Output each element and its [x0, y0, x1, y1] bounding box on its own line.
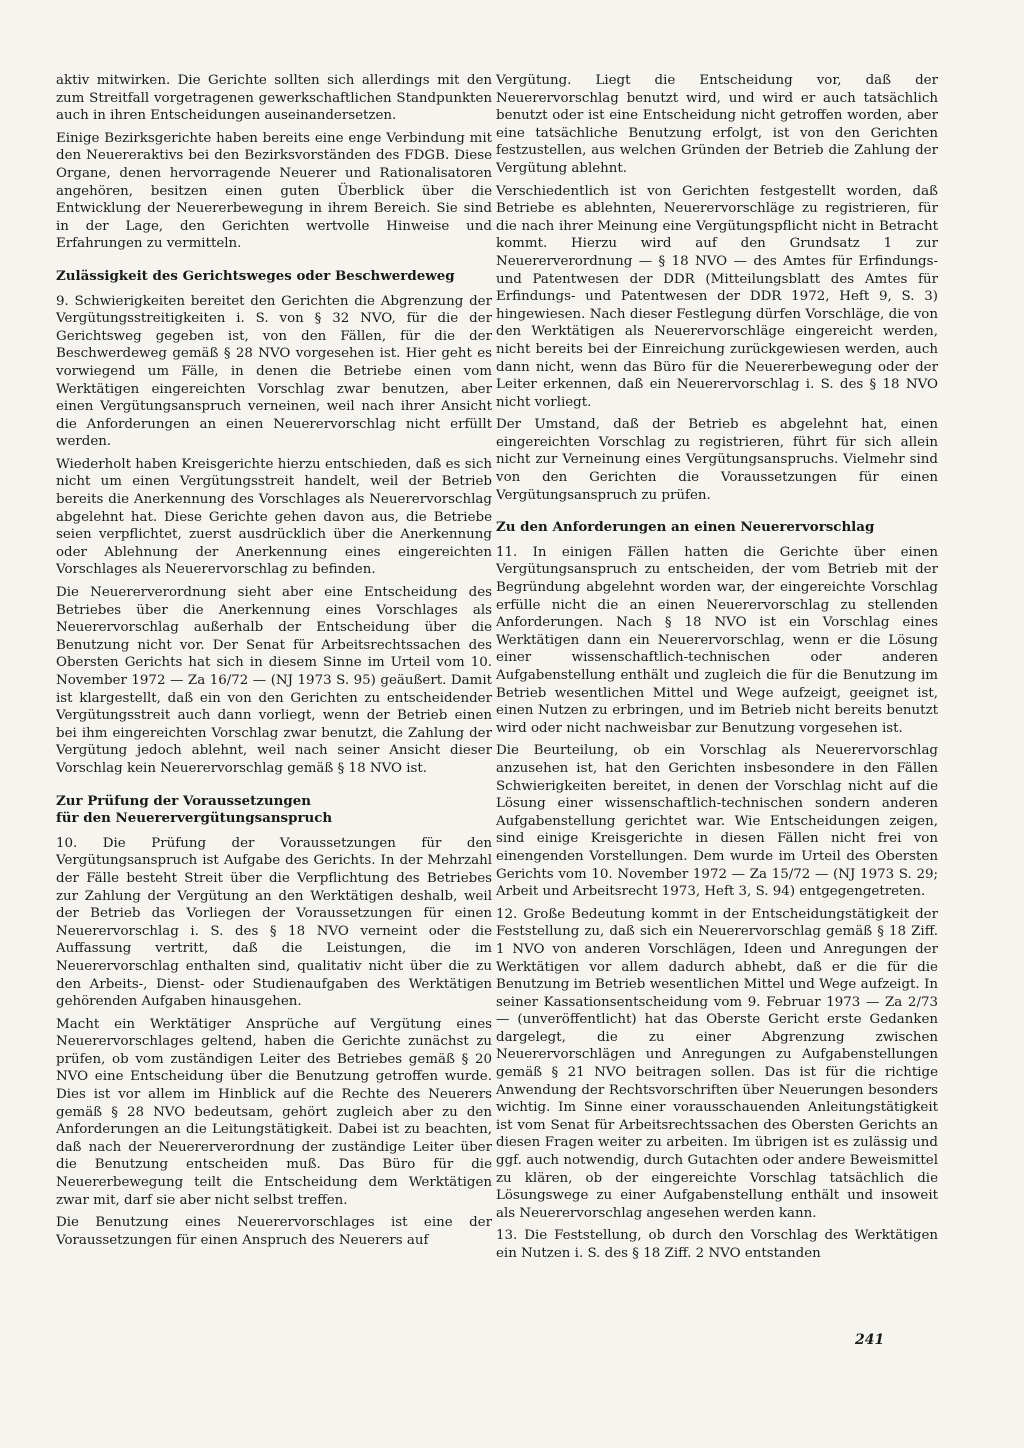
paragraph: Die Beurteilung, ob ein Vorschlag als Neuerervorschlag anzusehen ist, hat den Gerichten insbesondere in den Fällen Schwierigkeiten bereitet, in denen der Vorschlag nicht auf die Lösung einer wissenschaftlich-technischen sondern anderen Aufgabenstellung gerichtet war. Wie Entscheidungen zeigen, sind einige Kreisgerichte in diesen Fällen nicht frei von einengenden Vorstellungen. Dem wurde im Urteil des Obersten Gerichts vom 10. November 1972 — Za 15/72 — (NJ 1973 S. 29; Arbeit und Arbeitsrecht 1973, Heft 3, S. 94) entgegengetreten.: [496, 743, 938, 900]
page-number: 241: [855, 1332, 885, 1348]
paragraph: 9. Schwierigkeiten bereitet den Gerichten die Abgrenzung der Vergütungsstreitigkeiten i. S. von § 32 NVO, für die der Gerichtsweg gegeben ist, von den Fällen, für die der Beschwerdeweg gemäß § 28 NVO vorgesehen ist. Hier geht es vorwiegend um Fälle, in denen die Betriebe einen vom Werktätigen eingereichten Vorschlag zwar benutzen, aber einen Vergütungsanspruch verneinen, weil nach ihrer Ansicht die Anforderungen an einen Neuerervorschlag nicht erfüllt werden.: [56, 293, 492, 450]
section-heading: [56, 793, 492, 828]
right-column: [496, 72, 938, 1268]
left-column: [56, 72, 492, 1254]
paragraph: aktiv mitwirken. Die Gerichte sollten sich allerdings mit den zum Streitfall vorgetragenen gewerkschaftlichen Standpunkten auch in ihren Entscheidungen auseinandersetzen.: [56, 73, 492, 124]
paragraph: 12. Große Bedeutung kommt in der Entscheidungstätigkeit der Feststellung zu, daß sich ein Neuerervorschlag gemäß § 18 Ziff. 1 NVO von anderen Vorschlägen, Ideen und Anregungen der Werktätigen vor allem dadurch abhebt, daß er die für die Benutzung im Betrieb wesentlichen Mittel und Wege aufzeigt. In seiner Kassationsentscheidung vom 9. Februar 1973 — Za 2/73 — (unveröffentlicht) hat das Oberste Gericht erste Gedanken dargelegt, die zu einer Abgrenzung zwischen Neuerervorschlägen und Anregungen zu Aufgabenstellungen gemäß § 21 NVO beitragen sollen. Das ist für die richtige Anwendung der Rechtsvorschriften über Neuerungen besonders wichtig. Im Sinne einer vorausschauenden Anleitungstätigkeit ist vom Senat für Arbeitsrechtssachen des Obersten Gerichts an diesen Fragen weiter zu arbeiten. Im übrigen ist es zulässig und ggf. auch notwendig, durch Gutachten oder andere Beweismittel zu klären, ob der eingereichte Vorschlag tatsächlich die Lösungswege zu einer Aufgabenstellung enthält und insoweit als Neuerervorschlag angesehen werden kann.: [496, 906, 938, 1221]
section-heading-line-1: Zur Prüfung der Voraussetzungen: [56, 792, 311, 809]
section-heading-line-2: für den Neuerervergütungsanspruch: [56, 810, 333, 827]
paragraph: Macht ein Werktätiger Ansprüche auf Vergütung eines Neuerervorschlages geltend, haben die Gerichte zunächst zu prüfen, ob vom zuständigen Leiter des Betriebes gemäß § 20 NVO eine Entscheidung über die Benutzung getroffen wurde. Dies ist vor allem im Hinblick auf die Rechte des Neuerers gemäß § 28 NVO bedeutsam, gehört zugleich aber zu den Anforderungen an die Leitungstätigkeit. Dabei ist zu beachten, daß nach der Neuererverordnung der zuständige Leiter über die Benutzung entscheiden muß. Das Büro für die Neuererbewegung teilt die Entscheidung dem Werktätigen zwar mit, darf sie aber nicht selbst treffen.: [56, 1016, 492, 1208]
paragraph: 10. Die Prüfung der Voraussetzungen für den Vergütungsanspruch ist Aufgabe des Gerichts. In der Mehrzahl der Fälle besteht Streit über die Verpflichtung des Betriebes zur Zahlung der Vergütung an den Werktätigen deshalb, weil der Betrieb das Vorliegen der Voraussetzungen für einen Neuerervorschlag i. S. des § 18 NVO verneint oder die Auffassung vertritt, daß die Leistungen, die im Neuerervorschlag enthalten sind, qualitativ nicht über die zu den Arbeits-, Dienst- oder Studienaufgaben des Werktätigen gehörenden Aufgaben hinausgehen.: [56, 835, 492, 1010]
paragraph: Einige Bezirksgerichte haben bereits eine enge Verbindung mit den Neuereraktivs bei den Bezirksvorständen des FDGB. Diese Organe, denen hervorragende Neuerer und Rationalisatoren angehören, besitzen einen guten Überblick über die Entwicklung der Neuererbewegung in ihrem Bereich. Sie sind in der Lage, den Gerichten wertvolle Hinweise und Erfahrungen zu vermitteln.: [56, 130, 492, 252]
paragraph: Wiederholt haben Kreisgerichte hierzu entschieden, daß es sich nicht um einen Vergütungsstreit handelt, weil der Betrieb bereits die Anerkennung des Vorschlages als Neuerervorschlag abgelehnt hat. Diese Gerichte gehen davon aus, die Betriebe seien verpflichtet, zuerst ausdrücklich über die Anerkennung oder Ablehnung der Anerkennung eines eingereichten Vorschlages als Neuerervorschlag zu befinden.: [56, 456, 492, 578]
paragraph: Die Neuererverordnung sieht aber eine Entscheidung des Betriebes über die Anerkennung eines Vorschlages als Neuerervorschlag außerhalb der Entscheidung über die Benutzung nicht vor. Der Senat für Arbeitsrechtssachen des Obersten Gerichts hat sich in diesem Sinne im Urteil vom 10. November 1972 — Za 16/72 — (NJ 1973 S. 95) geäußert. Damit ist klargestellt, daß ein von den Gerichten zu entscheidender Vergütungsstreit auch dann vorliegt, wenn der Betrieb einen bei ihm eingereichten Vorschlag zwar benutzt, die Zahlung der Vergütung jedoch ablehnt, weil nach seiner Ansicht dieser Vorschlag kein Neuerervorschlag gemäß § 18 NVO ist.: [56, 585, 492, 776]
paragraph: Verschiedentlich ist von Gerichten festgestellt worden, daß Betriebe es ablehnten, Neuerervorschläge zu registrieren, für die nach ihrer Meinung eine Vergütungspflicht nicht in Betracht kommt. Hierzu wird auf den Grundsatz 1 zur Neuererverordnung — § 18 NVO — des Amtes für Erfindungs- und Patentwesen der DDR (Mitteilungsblatt des Amtes für Erfindungs- und Patentwesen der DDR 1972, Heft 9, S. 3) hingewiesen. Nach dieser Festlegung dürfen Vorschläge, die von den Werktätigen als Neuerervorschläge eingereicht werden, nicht bereits bei der Einreichung zurückgewiesen werden, auch dann nicht, wenn das Büro für die Neuererbewegung oder der Leiter erkennen, daß ein Neuerervorschlag i. S. des § 18 NVO nicht vorliegt.: [496, 183, 938, 410]
section-heading: Zu den Anforderungen an einen Neuerervorschlag: [496, 519, 875, 536]
paragraph: 13. Die Feststellung, ob durch den Vorschlag des Werktätigen ein Nutzen i. S. des § 18 Ziff. 2 NVO entstanden: [496, 1228, 938, 1261]
paragraph: Der Umstand, daß der Betrieb es abgelehnt hat, einen eingereichten Vorschlag zu registrieren, führt für sich allein nicht zur Verneinung eines Vergütungsanspruchs. Vielmehr sind von den Gerichten die Voraussetzungen für einen Vergütungsanspruch zu prüfen.: [496, 417, 938, 503]
section-heading: Zulässigkeit des Gerichtsweges oder Beschwerdeweg: [56, 267, 455, 284]
paragraph: Die Benutzung eines Neuerervorschlages ist eine der Voraussetzungen für einen Anspruch des Neuerers auf: [56, 1215, 492, 1248]
paragraph: 11. In einigen Fällen hatten die Gerichte über einen Vergütungsanspruch zu entscheiden, der vom Betrieb mit der Begründung abgelehnt worden war, der eingereichte Vorschlag erfülle nicht die an einen Neuerervorschlag zu stellenden Anforderungen. Nach § 18 NVO ist ein Vorschlag eines Werktätigen dann ein Neuerervorschlag, wenn er die Lösung einer wissenschaftlich-technischen oder anderen Aufgabenstellung enthält und zugleich die für die Benutzung im Betrieb wesentlichen Mittel und Wege aufzeigt, geeignet ist, einen Nutzen zu erbringen, und im Betrieb nicht bereits benutzt wird oder nicht nachweisbar zur Benutzung vorgesehen ist.: [496, 544, 938, 736]
paragraph: Vergütung. Liegt die Entscheidung vor, daß der Neuerervorschlag benutzt wird, und wird er auch tatsächlich benutzt oder ist eine Entscheidung nicht getroffen worden, aber eine tatsächliche Benutzung erfolgt, ist von den Gerichten festzustellen, aus welchen Gründen der Betrieb die Zahlung der Vergütung ablehnt.: [496, 73, 938, 176]
